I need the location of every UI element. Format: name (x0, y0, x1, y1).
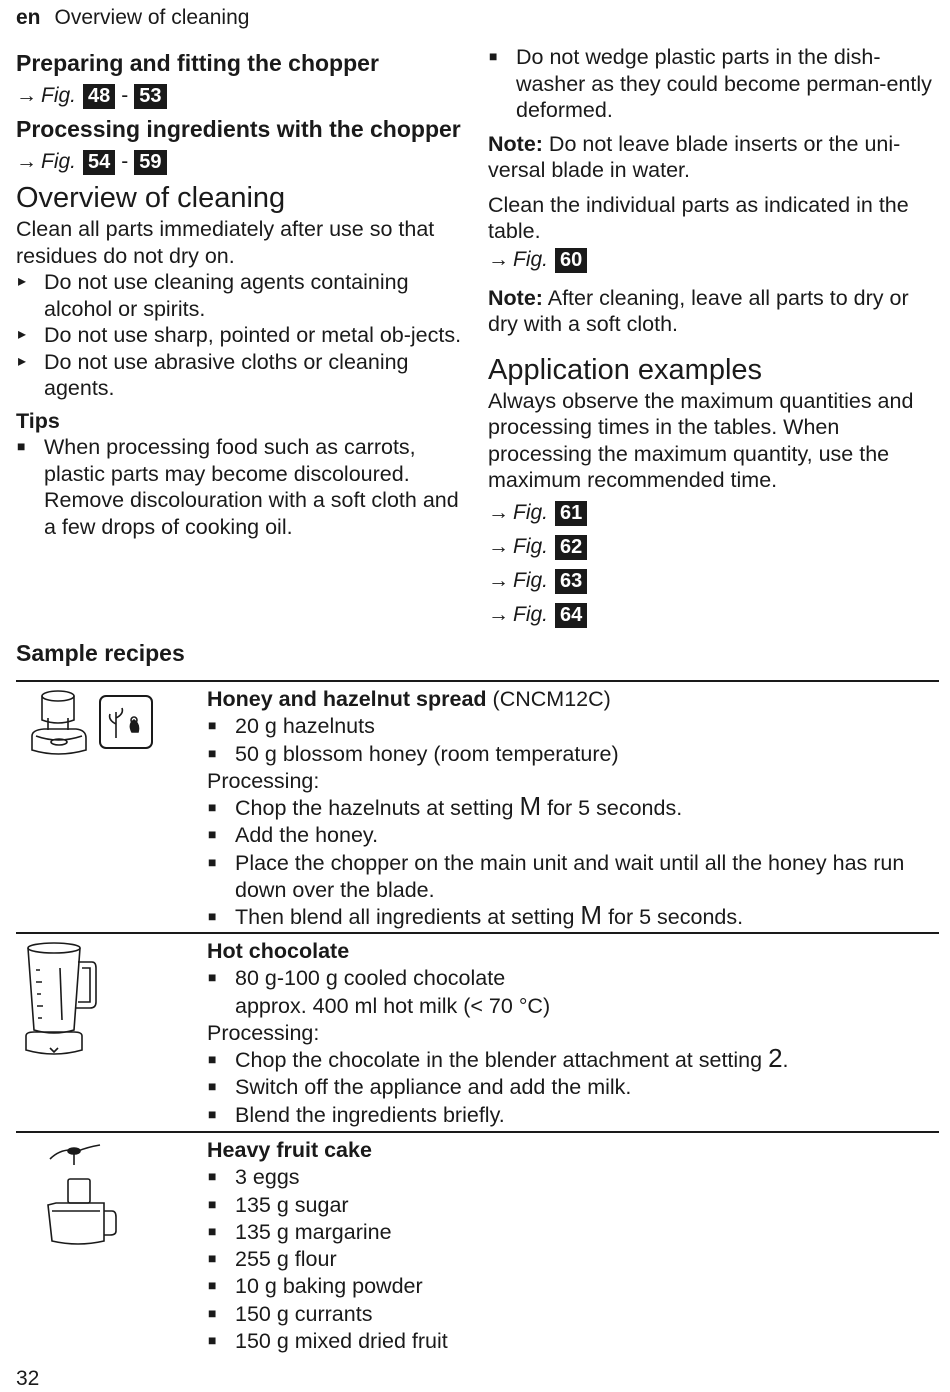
fig-number-48: 48 (83, 84, 115, 109)
fig-number-59: 59 (134, 150, 166, 175)
figure-reference-48-53 (16, 80, 471, 112)
clean-parts-text: Clean the individual parts as indicated in the table. (488, 192, 909, 243)
fig-label: Fig. (41, 149, 77, 173)
figure-reference-54-59 (16, 146, 471, 178)
ingredient-item: ■ 150 g currants (207, 1301, 939, 1328)
arrow-icon: → (16, 149, 37, 173)
setting-symbol: M (580, 900, 603, 931)
processing-label: Processing: (207, 768, 320, 793)
heading-processing-chopper: Processing ingredients with the chopper (16, 116, 461, 142)
processing-step-list (207, 1043, 939, 1129)
arrow-icon: → (488, 569, 509, 593)
section-title-overview-cleaning: Overview of cleaning (16, 182, 286, 214)
fig-number-60: 60 (555, 248, 587, 273)
ingredient-item: ■ 150 g mixed dried fruit (207, 1328, 939, 1355)
note-blade-inserts (488, 131, 934, 184)
fig-label: Fig. (41, 83, 77, 107)
ingredient-list (207, 1164, 939, 1355)
fig-range-separator: - (121, 83, 129, 107)
chopper-icon (24, 686, 164, 766)
recipe-text (207, 934, 939, 1129)
note-text: After cleaning, leave all parts to dry or dry with a soft cloth. (488, 285, 909, 336)
figure-reference-63 (488, 565, 934, 599)
recipe-text (207, 682, 939, 932)
tip-item: ■ When processing food such as carrots, plastic parts may become discoloured. Remove discolouration with a soft cloth and a few drops of cooking oil. (16, 434, 471, 540)
figure-references-61-64 (488, 497, 934, 633)
arrow-icon: → (488, 501, 509, 525)
recipe-heading (207, 686, 939, 713)
ingredient-item (207, 965, 939, 1020)
fig-number-63: 63 (555, 569, 587, 594)
fig-label: Fig. (513, 501, 549, 525)
fig-label: Fig. (513, 248, 549, 272)
arrow-icon: → (488, 535, 509, 559)
ingredient-list (207, 965, 939, 1020)
sample-recipes-heading: Sample recipes (16, 640, 185, 666)
tips-heading: Tips (16, 408, 60, 433)
setting-symbol: M (519, 791, 542, 822)
note-after-cleaning (488, 285, 934, 338)
recipe-table (16, 680, 939, 1355)
processing-step (207, 1102, 939, 1129)
step-text: Blend the ingredients briefly. (235, 1102, 505, 1127)
cleaning-bullet: ▸ Do not use sharp, pointed or metal ob-jects. (16, 322, 471, 349)
tip-item: ■ Do not wedge plastic parts in the dish-washer as they could become perman-ently deformed. (488, 44, 934, 124)
note-text: Do not leave blade inserts or the uni-versal blade in water. (488, 131, 901, 182)
step-text: Chop the chocolate in the blender attachment at setting (235, 1048, 769, 1073)
step-text: Then blend all ingredients at setting (235, 905, 581, 930)
blender-icon (20, 940, 110, 1070)
processing-step (207, 900, 939, 931)
note-label: Note: (488, 131, 543, 156)
fig-number-54: 54 (83, 150, 115, 175)
arrow-icon: → (16, 83, 37, 107)
fig-number-53: 53 (134, 84, 166, 109)
header-title: Overview of cleaning (54, 6, 250, 29)
step-text: for 5 seconds. (602, 905, 744, 930)
fig-label: Fig. (513, 603, 549, 627)
figure-reference-61 (488, 497, 934, 531)
cleaning-bullet: ▸ Do not use abrasive cloths or cleaning agents. (16, 349, 471, 402)
ingredient-line: 80 g-100 g cooled chocolate (235, 966, 506, 991)
tips-list (16, 434, 471, 540)
processing-label: Processing: (207, 1020, 320, 1045)
cleaning-intro: Clean all parts immediately after use so that residues do not dry on. (16, 217, 435, 268)
figure-reference-62 (488, 531, 934, 565)
fig-label: Fig. (513, 569, 549, 593)
language-code: en (16, 6, 41, 29)
right-column (488, 44, 934, 633)
recipe-model: (CNCM12C) (492, 687, 611, 711)
page-header (16, 6, 249, 30)
figure-reference-60 (488, 245, 934, 277)
fig-number-64: 64 (555, 603, 587, 628)
step-text: for 5 seconds. (541, 796, 683, 821)
ingredient-item: ■ 10 g baking powder (207, 1273, 939, 1300)
cleaning-bullet: ▸ Do not use cleaning agents containing alcohol or spirits. (16, 269, 471, 322)
step-text: Chop the hazelnuts at setting (235, 796, 520, 821)
processing-step (207, 850, 939, 905)
fig-number-61: 61 (555, 501, 587, 526)
heading-preparing-chopper: Preparing and fitting the chopper (16, 50, 379, 76)
ingredient-item: ■ 20 g hazelnuts (207, 713, 939, 740)
fig-number-62: 62 (555, 535, 587, 560)
processing-step (207, 822, 939, 849)
ingredient-list (207, 713, 939, 768)
fig-range-separator: - (121, 149, 129, 173)
ingredient-item: ■ 135 g margarine (207, 1219, 939, 1246)
step-text: . (782, 1048, 789, 1073)
recipe-title: Heavy fruit cake (207, 1138, 372, 1162)
ingredient-item: ■ 50 g blossom honey (room temperature) (207, 741, 939, 768)
step-text: Add the honey. (235, 823, 379, 848)
recipe-text (207, 1133, 939, 1355)
tips-list-continued (488, 44, 934, 124)
processing-step (207, 791, 939, 822)
processing-step-list (207, 791, 939, 931)
step-text: Place the chopper on the main unit and wait until all the honey has run down over the blade. (235, 850, 905, 903)
arrow-icon: → (488, 248, 509, 272)
note-label: Note: (488, 285, 543, 310)
recipe-title: Honey and hazelnut spread (207, 687, 487, 711)
setting-symbol: 2 (768, 1043, 783, 1074)
ingredient-line: approx. 400 ml hot milk (< 70 °C) (235, 993, 551, 1018)
left-column (16, 46, 471, 540)
ingredient-item: ■ 255 g flour (207, 1246, 939, 1273)
arrow-icon: → (488, 603, 509, 627)
figure-reference-64 (488, 599, 934, 633)
food-processor-icon (44, 1139, 134, 1257)
ingredient-item: ■ 3 eggs (207, 1164, 939, 1191)
processing-step (207, 1074, 939, 1101)
recipe-row (16, 932, 939, 1131)
cleaning-bullet-list (16, 269, 471, 402)
recipe-row (16, 1131, 939, 1355)
step-text: Switch off the appliance and add the milk. (235, 1075, 632, 1100)
ingredient-item: ■ 135 g sugar (207, 1192, 939, 1219)
recipe-row (16, 680, 939, 932)
recipe-title: Hot chocolate (207, 939, 350, 963)
application-intro: Always observe the maximum quantities and processing times in the tables. When processing the maximum quantity, use the maximum recommended time. (488, 388, 914, 492)
page-number: 32 (16, 1367, 40, 1390)
section-title-application-examples: Application examples (488, 353, 763, 386)
fig-label: Fig. (513, 535, 549, 559)
processing-step (207, 1043, 939, 1074)
